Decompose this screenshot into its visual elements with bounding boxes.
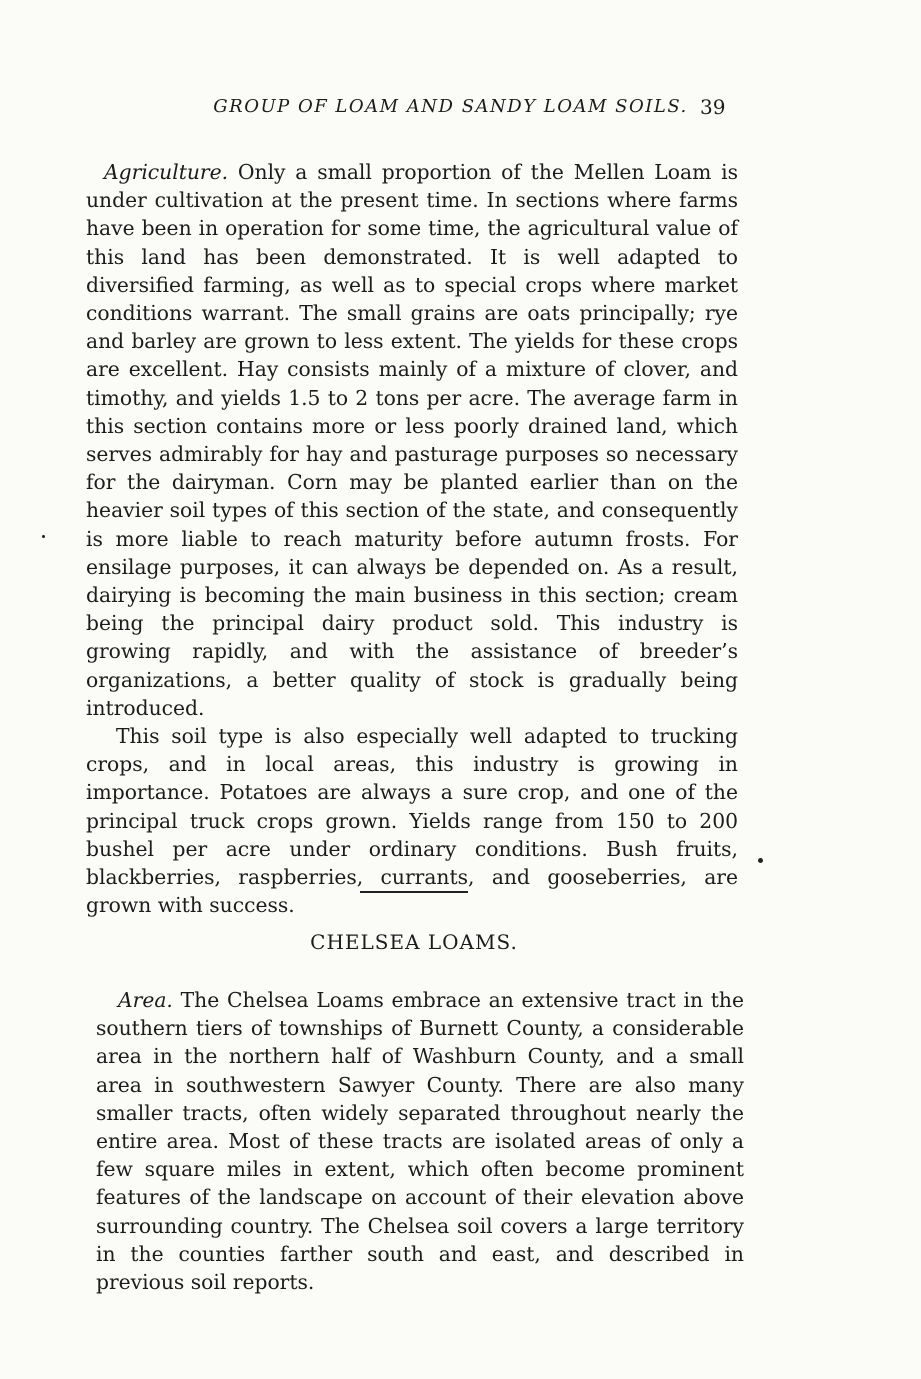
ink-speck: [758, 858, 763, 863]
section-divider: [360, 891, 468, 893]
page-number: 39: [700, 95, 726, 119]
agriculture-paragraph-text: Only a small proportion of the Mellen Loam is under cultivation at the present time. In sections where farms have been in operation for some time, the agricultural value of this land has been demonstrated. It is well adapted to diversified farming, as well as to special crops where market conditions warrant. The small grains are oats principally; rye and barley are grown to less extent. The yields for these crops are excellent. Hay consists mainly of a mixture of clover, and timothy, and yields 1.5 to 2 tons per acre. The average farm in this section contains more or less poorly drained land, which serves admirably for hay and pasturage purposes so necessary for the dairyman. Corn may be planted earlier than on the heavier soil types of this section of the state, and consequently is more liable to reach maturity before autumn frosts. For ensilage purposes, it can always be depended on. As a result, dairying is becoming the main business in this section; cream being the principal dairy product sold. This industry is growing rapidly, and with the assistance of breeder’s organizations, a better quality of stock is gradually being introduced.: [86, 160, 738, 720]
section-title: CHELSEA LOAMS.: [310, 930, 518, 954]
trucking-paragraph: This soil type is also especially well adapted to trucking crops, and in local areas, this industry is growing in importance. Potatoes are always a sure crop, and one of the principal truck crops grown. Yields range from 150 to 200 bushel per acre under ordinary conditions. Bush fruits, blackberries, raspberries, currants, and gooseberries, are grown with success.: [86, 724, 738, 918]
area-paragraph: [96, 986, 744, 1296]
area-section: [96, 986, 744, 1296]
agriculture-section: [86, 158, 738, 919]
agriculture-lead: Agriculture.: [104, 160, 229, 184]
area-paragraph-text: The Chelsea Loams embrace an extensive tract in the southern tiers of townships of Burnett County, a considerable area in the northern half of Washburn County, and a small area in southwestern Sawyer County. There are also many smaller tracts, often widely separated throughout nearly the entire area. Most of these tracts are isolated areas of only a few square miles in extent, which often become prominent features of the landscape on account of their elevation above surrounding country. The Chelsea soil covers a large territory in the counties farther south and east, and described in previous soil reports.: [96, 988, 744, 1295]
running-head: GROUP OF LOAM AND SANDY LOAM SOILS.: [213, 96, 688, 117]
ink-speck: [42, 535, 45, 538]
area-lead: Area.: [118, 988, 173, 1012]
agriculture-paragraph: [86, 158, 738, 722]
